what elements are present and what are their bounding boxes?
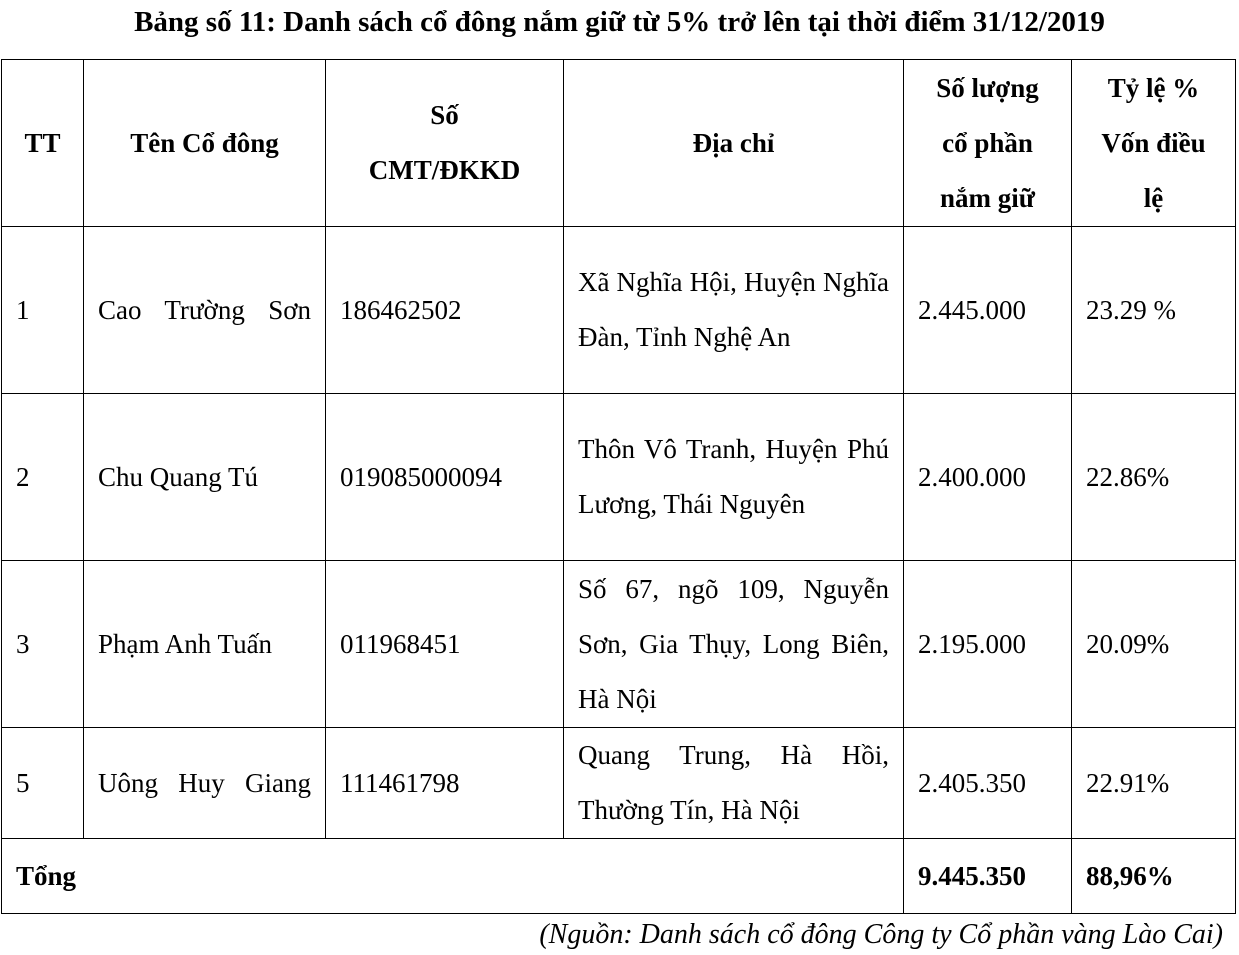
table-row <box>2 561 1236 728</box>
cell-ratio: 22.91% <box>1072 728 1236 839</box>
table-row <box>2 394 1236 561</box>
header-name: Tên Cổ đông <box>84 60 326 227</box>
header-ratio-line2: Vốn điều <box>1101 127 1206 158</box>
cell-address: Xã Nghĩa Hội, Huyện Nghĩa Đàn, Tỉnh Nghệ An <box>564 227 904 394</box>
table-header-row <box>2 60 1236 227</box>
cell-id: 011968451 <box>326 561 564 728</box>
cell-shares: 2.195.000 <box>904 561 1072 728</box>
cell-id: 111461798 <box>326 728 564 839</box>
cell-address: Quang Trung, Hà Hồi, Thường Tín, Hà Nội <box>564 728 904 839</box>
cell-tt: 1 <box>2 227 84 394</box>
header-ratio-line3: lệ <box>1143 182 1164 213</box>
total-row <box>2 839 1236 914</box>
cell-tt: 5 <box>2 728 84 839</box>
cell-address: Thôn Vô Tranh, Huyện Phú Lương, Thái Nguyên <box>564 394 904 561</box>
cell-address: Số 67, ngõ 109, Nguyễn Sơn, Gia Thụy, Long Biên, Hà Nội <box>564 561 904 728</box>
total-ratio: 88,96% <box>1072 839 1236 914</box>
cell-tt: 3 <box>2 561 84 728</box>
source-note: (Nguồn: Danh sách cổ đông Công ty Cổ phần vàng Lào Cai) <box>539 919 1223 950</box>
header-shares-line2: cổ phần <box>942 127 1033 158</box>
cell-shares: 2.445.000 <box>904 227 1072 394</box>
header-id-line1: Số <box>430 100 459 130</box>
header-shares-line3: nắm giữ <box>940 182 1035 213</box>
cell-id: 019085000094 <box>326 394 564 561</box>
header-shares-line1: Số lượng <box>936 72 1039 103</box>
header-address: Địa chỉ <box>564 60 904 227</box>
header-shares <box>904 60 1072 227</box>
cell-tt: 2 <box>2 394 84 561</box>
header-ratio <box>1072 60 1236 227</box>
table-row <box>2 227 1236 394</box>
cell-shares: 2.405.350 <box>904 728 1072 839</box>
header-tt: TT <box>2 60 84 227</box>
cell-name: Uông Huy Giang <box>84 728 326 839</box>
header-ratio-line1: Tỷ lệ % <box>1107 72 1200 103</box>
total-label: Tổng <box>2 839 904 914</box>
shareholders-table <box>1 59 1236 914</box>
total-shares: 9.445.350 <box>904 839 1072 914</box>
cell-ratio: 23.29 % <box>1072 227 1236 394</box>
cell-name: Cao Trường Sơn <box>84 227 326 394</box>
cell-name: Phạm Anh Tuấn <box>84 561 326 728</box>
cell-ratio: 22.86% <box>1072 394 1236 561</box>
cell-ratio: 20.09% <box>1072 561 1236 728</box>
table-title: Bảng số 11: Danh sách cổ đông nắm giữ từ 5% trở lên tại thời điểm 31/12/2019 <box>134 6 1105 38</box>
cell-shares: 2.400.000 <box>904 394 1072 561</box>
header-id <box>326 60 564 227</box>
table-row <box>2 728 1236 839</box>
cell-name: Chu Quang Tú <box>84 394 326 561</box>
header-id-line2: CMT/ĐKKD <box>368 155 521 185</box>
cell-id: 186462502 <box>326 227 564 394</box>
